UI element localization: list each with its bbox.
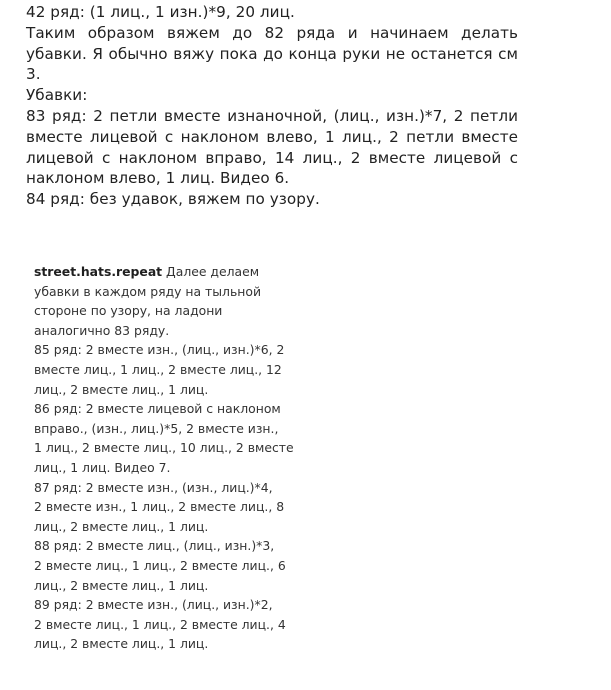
cropped-line-text [26,0,611,2]
method-paragraph: Таким образом вяжем до 82 ряда и начинаем делать убавки. Я обычно вяжу пока до конца руки не останется см 3. [26,23,518,84]
note-line: лиц., 1 лиц. Видео 7. [34,459,171,475]
note-line: лиц., 2 вместе лиц., 1 лиц. [34,381,209,397]
note-line: убавки в каждом ряду на тыльной [34,283,262,299]
note-line: 1 лиц., 2 вместе лиц., 10 лиц., 2 вместе [34,440,294,456]
note-line [34,262,334,282]
decreases-heading: Убавки: [26,86,88,105]
note-line: 85 ряд: 2 вместе изн., (лиц., изн.)*6, 2 [34,342,285,358]
note-line: вправо., (изн., лиц.)*5, 2 вместе изн., [34,420,279,436]
note-author: street.hats.repeat [34,264,163,279]
note-line: 88 ряд: 2 вместе лиц., (лиц., изн.)*3, [34,538,275,554]
note-line: 87 ряд: 2 вместе изн., (изн., лиц.)*4, [34,479,273,495]
cropped-previous-line [26,0,518,2]
typed-instructions [26,0,518,210]
note-line: вместе лиц., 1 лиц., 2 вместе лиц., 12 [34,361,282,377]
note-line: 2 вместе лиц., 1 лиц., 2 вместе лиц., 4 [34,616,286,632]
handwritten-note [34,262,334,654]
row-84-text: 84 ряд: без удавок, вяжем по узору. [26,190,320,209]
note-line: лиц., 2 вместе лиц., 1 лиц. [34,518,209,534]
note-line: лиц., 2 вместе лиц., 1 лиц. [34,577,209,593]
note-line: лиц., 2 вместе лиц., 1 лиц. [34,636,209,652]
note-line: 89 ряд: 2 вместе изн., (лиц., изн.)*2, [34,597,273,613]
row-42-text: 42 ряд: (1 лиц., 1 изн.)*9, 20 лиц. [26,3,295,21]
note-line: 86 ряд: 2 вместе лицевой с наклоном [34,401,281,417]
note-line-text: Далее делаем [162,264,260,279]
note-line: стороне по узору, на ладони [34,303,223,319]
note-line: 2 вместе изн., 1 лиц., 2 вместе лиц., 8 [34,499,285,515]
note-line: аналогично 83 ряду. [34,322,170,338]
note-line: 2 вместе лиц., 1 лиц., 2 вместе лиц., 6 [34,557,286,573]
row-83-text: 83 ряд: 2 петли вместе изнаночной, (лиц., изн.)*7, 2 петли вместе лицевой с наклоном влево, 1 лиц., 2 петли вместе лицевой с наклоном вправо, 14 лиц., 2 вместе лицевой с наклоном влево, 1 лиц. Видео 6. [26,106,518,188]
